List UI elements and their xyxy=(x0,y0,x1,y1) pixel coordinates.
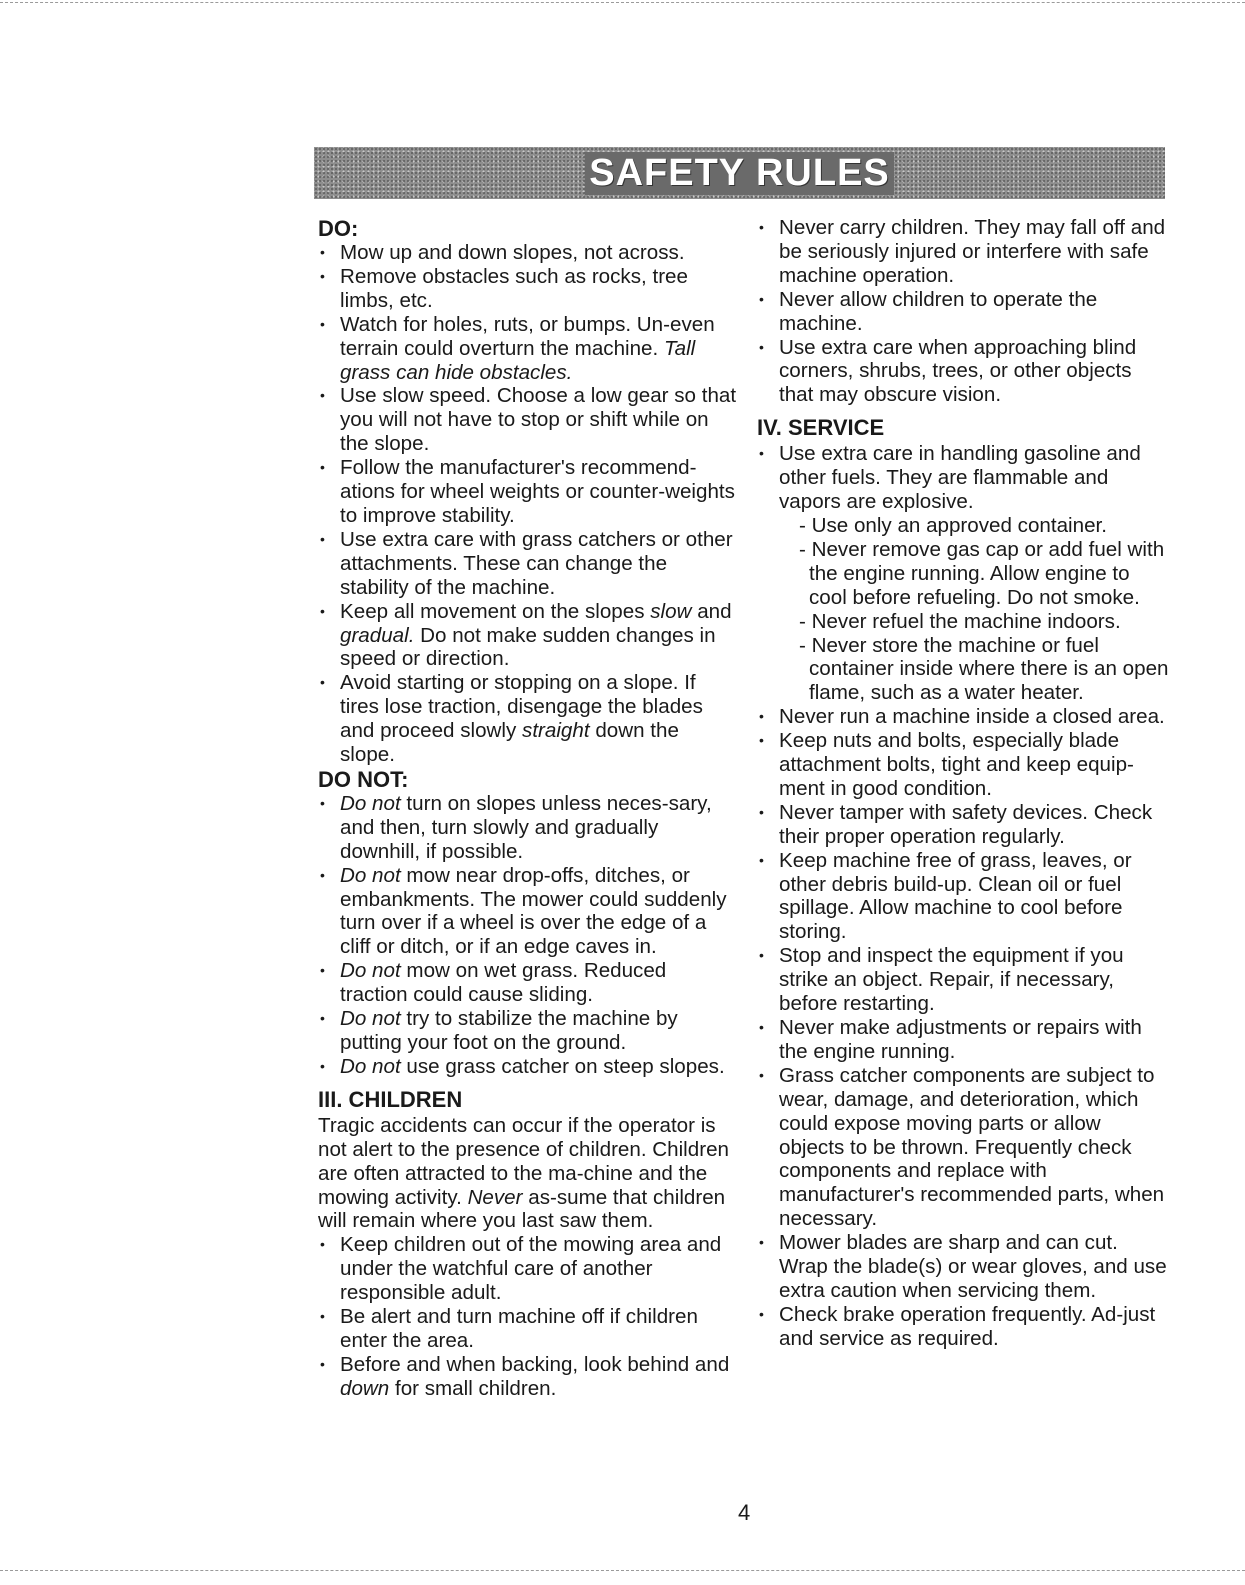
list-item: • Mow up and down slopes, not across. xyxy=(320,241,685,264)
top-dashed-rule xyxy=(0,2,1245,3)
list-item: • Never make adjustments or repairs with the engine running. xyxy=(759,1016,1142,1063)
bullet-icon: • xyxy=(320,1057,325,1074)
bullet-icon: • xyxy=(320,1308,325,1325)
list-item: • Keep all movement on the slopes slow and gradual. Do not make sudden changes in speed or direction. xyxy=(320,599,732,671)
left-column xyxy=(318,216,738,1401)
list-item: • Do not mow near drop-offs, ditches, or embankments. The mower could suddenly turn over if a wheel is over the edge of a cliff or ditch, or if an edge caves in. xyxy=(320,863,727,959)
list-item: • Never run a machine inside a closed area. xyxy=(759,705,1165,729)
bullet-icon: • xyxy=(320,267,325,284)
do-heading: DO: xyxy=(318,216,359,241)
bullet-icon: • xyxy=(320,1236,325,1253)
service-heading: IV. SERVICE xyxy=(757,415,885,441)
bullet-icon: • xyxy=(759,708,764,725)
section-banner xyxy=(314,147,1165,199)
bullet-icon: • xyxy=(759,851,764,868)
bullet-icon: • xyxy=(320,459,325,476)
page-number: 4 xyxy=(738,1500,751,1525)
list-item: • Never carry children. They may fall off and be seriously injured or interfere with safe machine operation. xyxy=(759,216,1166,287)
list-item: • Do not try to stabilize the machine by putting your foot on the ground. xyxy=(320,1007,678,1054)
list-item: • Never allow children to operate the machine. xyxy=(759,287,1098,335)
list-item: • Use slow speed. Choose a low gear so that you will not have to stop or shift while on the slope. xyxy=(320,384,737,456)
children-list xyxy=(318,1233,738,1400)
list-item: • Grass catcher components are subject to wear, damage, and deterioration, which could expose moving parts or allow objects to be thrown. Frequently check components and replace with manufacturer's recommended parts, when necessary. xyxy=(759,1063,1165,1231)
list-item: • Do not mow on wet grass. Reduced traction could cause sliding. xyxy=(320,959,667,1007)
do-not-heading: DO NOT: xyxy=(318,766,409,792)
italic-note: Tall grass can hide obstacles. xyxy=(340,336,696,384)
bullet-icon: • xyxy=(759,732,764,749)
bullet-icon: • xyxy=(320,602,325,619)
children-heading: III. CHILDREN xyxy=(318,1086,463,1112)
list-item: • Remove obstacles such as rocks, tree limbs, etc. xyxy=(320,264,688,312)
bullet-icon: • xyxy=(320,794,325,811)
bullet-icon: • xyxy=(759,290,764,307)
do-list xyxy=(318,241,738,767)
bullet-icon: • xyxy=(320,244,325,260)
children-list-continued xyxy=(757,216,1169,407)
dash-item: - Never store the machine or fuel container inside where there is an open flame, such as a water heater. xyxy=(799,633,1169,705)
dash-item: - Never remove gas cap or add fuel with the engine running. Allow engine to cool before refueling. Do not smoke. xyxy=(799,537,1165,609)
bottom-dashed-rule xyxy=(0,1570,1245,1571)
list-item: • Check brake operation frequently. Ad-just and service as required. xyxy=(759,1302,1156,1350)
list-item: • Use extra care in handling gasoline and other fuels. They are flammable and vapors are explosive. - Use only an approved container. - Never remove gas cap or add fuel with the engine running. Allow engine to cool before refueling. Do not smoke. - Never refuel the machine indoors. - Never store the machine or fuel container inside where there is an open flame, such as a water heater. xyxy=(759,442,1169,705)
bullet-icon: • xyxy=(320,962,325,979)
list-item: • Keep children out of the mowing area and under the watchful care of another responsible adult. xyxy=(320,1233,722,1305)
bullet-icon: • xyxy=(320,387,325,404)
list-item: • Watch for holes, ruts, or bumps. Un-even terrain could overturn the machine. Tall grass can hide obstacles. xyxy=(320,312,715,384)
dash-item: - Never refuel the machine indoors. xyxy=(799,609,1121,633)
do-not-list xyxy=(318,792,738,1079)
list-item: • Use extra care with grass catchers or other attachments. These can change the stability of the machine. xyxy=(320,527,733,599)
bullet-icon: • xyxy=(759,1305,764,1322)
list-item: • Keep machine free of grass, leaves, or other debris build-up. Clean oil or fuel spillage. Allow machine to cool before storing. xyxy=(759,848,1132,944)
bullet-icon: • xyxy=(759,803,764,820)
banner-title: SAFETY RULES xyxy=(585,152,894,195)
list-item: • Follow the manufacturer's recommend-ations for wheel weights or counter-weights to improve stability. xyxy=(320,456,735,527)
bullet-icon: • xyxy=(320,866,325,883)
bullet-icon: • xyxy=(759,1019,764,1035)
bullet-icon: • xyxy=(320,530,325,547)
bullet-icon: • xyxy=(320,1355,325,1372)
bullet-icon: • xyxy=(759,947,764,964)
bullet-icon: • xyxy=(759,445,764,462)
dash-item: - Use only an approved container. xyxy=(799,513,1107,537)
list-item: • Never tamper with safety devices. Check their proper operation regularly. xyxy=(759,800,1153,848)
list-item: • Keep nuts and bolts, especially blade attachment bolts, tight and keep equip-ment in good condition. xyxy=(759,729,1134,800)
children-intro: Tragic accidents can occur if the operator is not alert to the presence of children. Children are often attracted to the ma-chine and the mowing activity. Never as-sume that children will remain where you last saw them. xyxy=(318,1113,729,1233)
bullet-icon: • xyxy=(759,219,764,235)
list-item: • Be alert and turn machine off if children enter the area. xyxy=(320,1305,698,1352)
bullet-icon: • xyxy=(320,315,325,332)
bullet-icon: • xyxy=(320,1010,325,1027)
list-item: • Mower blades are sharp and can cut. Wrap the blade(s) or wear gloves, and use extra caution when servicing them. xyxy=(759,1231,1167,1302)
list-item: • Use extra care when approaching blind corners, shrubs, trees, or other objects that may obscure vision. xyxy=(759,335,1137,407)
bullet-icon: • xyxy=(759,1066,764,1083)
bullet-icon: • xyxy=(759,1234,764,1251)
list-item: • Before and when backing, look behind and down for small children. xyxy=(320,1352,730,1400)
right-column xyxy=(757,216,1169,1351)
list-item: • Do not turn on slopes unless neces-sary, and then, turn slowly and gradually downhill, if possible. xyxy=(320,791,712,863)
service-list xyxy=(757,442,1169,1350)
list-item: • Stop and inspect the equipment if you strike an object. Repair, if necessary, before restarting. xyxy=(759,944,1124,1016)
bullet-icon: • xyxy=(320,674,325,691)
list-item: • Do not use grass catcher on steep slopes. xyxy=(320,1054,725,1078)
bullet-icon: • xyxy=(759,338,764,355)
list-item: • Avoid starting or stopping on a slope. If tires lose traction, disengage the blades and proceed slowly straight down the slope. xyxy=(320,671,703,767)
